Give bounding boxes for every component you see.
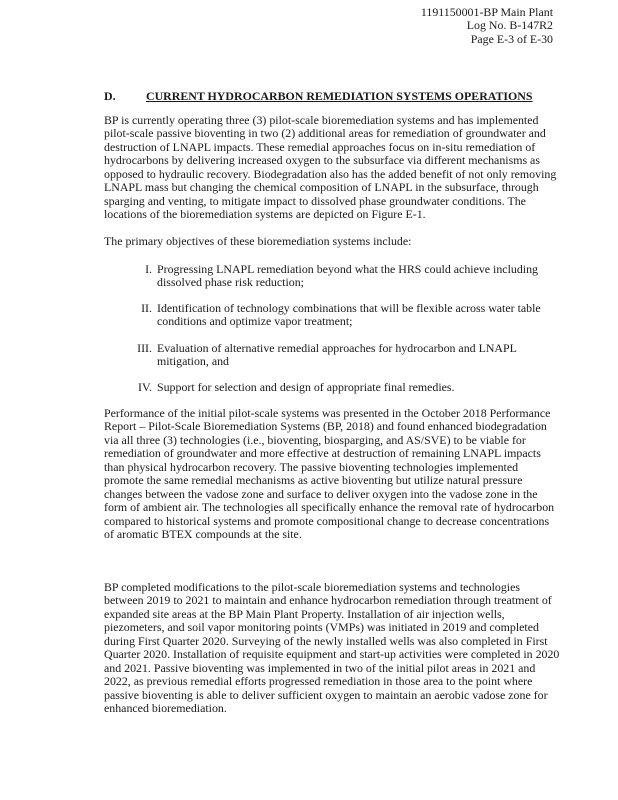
text-line: BP is currently operating three (3) pilot-scale bioremediation systems and has implemented <box>104 113 539 127</box>
text-line: sparging and venting, to mitigate impact to dissolved phase groundwater conditions. The <box>104 193 526 208</box>
text-line: and 2021. Passive bioventing was implemented in two of the initial pilot areas in 2021 and <box>104 660 536 675</box>
page-header <box>421 6 553 46</box>
page-number: Page E-3 of E-30 <box>470 31 553 46</box>
objective-number: I. <box>145 262 152 276</box>
objective-number: III. <box>137 341 152 355</box>
text-line: during First Quarter 2020. Surveying of the newly installed wells was also completed in First <box>104 633 548 648</box>
objective-text <box>157 302 541 329</box>
objective-number: II. <box>141 301 152 315</box>
text-line: locations of the bioremediation systems are depicted on Figure E-1. <box>104 207 426 222</box>
paragraph-intro <box>104 114 564 222</box>
text-line: between 2019 to 2021 to maintain and enhance hydrocarbon remediation through treatment of <box>104 593 552 608</box>
text-line: dissolved phase risk reduction; <box>157 275 304 290</box>
text-line: changes between the vadose zone and surface to deliver oxygen into the vadose zone in the <box>104 486 538 501</box>
text-line: Identification of technology combinations that will be flexible across water table <box>157 301 541 315</box>
project-number: 1191150001-BP Main Plant <box>420 5 553 19</box>
text-line: form of ambient air. The technologies all specifically enhance the removal rate of hydrocarbon <box>104 500 555 515</box>
text-line: Progressing LNAPL remediation beyond what the HRS could achieve including <box>157 262 538 276</box>
text-line: Quarter 2020. Installation of requisite equipment and start-up activities were completed in 2020 <box>104 647 560 662</box>
objective-number: IV. <box>138 380 152 394</box>
paragraph-modifications <box>104 581 564 716</box>
text-line: destruction of LNAPL impacts. These remedial approaches focus on in-situ remediation of <box>104 139 536 154</box>
text-line: hydrocarbons by delivering increased oxygen to the subsurface via different mechanisms as <box>104 153 540 168</box>
text-line: LNAPL mass but changing the chemical composition of LNAPL in the subsurface, through <box>104 180 539 195</box>
text-line: opposed to hydraulic recovery. Biodegradation also has the added benefit of not only removing <box>104 166 557 181</box>
paragraph-performance <box>104 407 564 542</box>
log-number: Log No. B-147R2 <box>466 18 553 33</box>
text-line: 2022, as previous remedial efforts progressed remediation in those area to the point where <box>104 674 533 689</box>
section-letter: D. <box>104 89 116 103</box>
text-line: passive bioventing is able to deliver sufficient oxygen to maintain an aerobic vadose zone for <box>104 687 548 702</box>
text-line: The primary objectives of these bioremediation systems include: <box>104 234 412 248</box>
text-line: promote the same remedial mechanisms as active bioventing but utilize natural pressure <box>104 473 523 488</box>
text-line: mitigation, and <box>157 354 229 369</box>
text-line: BP completed modifications to the pilot-scale bioremediation systems and technologies <box>104 580 520 594</box>
text-line: pilot-scale passive bioventing in two (2) additional areas for remediation of groundwater and <box>104 126 546 141</box>
text-line: expanded site areas at the BP Main Plant Property. Installation of air injection wells, <box>104 606 505 621</box>
text-line: than physical hydrocarbon recovery. The passive bioventing technologies implemented <box>104 459 519 474</box>
text-line: via all three (3) technologies (i.e., bioventing, biosparging, and AS/SVE) to be viable for <box>104 432 526 447</box>
paragraph-objectives-lead <box>104 235 564 248</box>
text-line: Performance of the initial pilot-scale systems was presented in the October 2018 Performance <box>104 406 551 420</box>
text-line: Report – Pilot-Scale Bioremediation Systems (BP, 2018) and found enhanced biodegradation <box>104 419 547 434</box>
section-title: CURRENT HYDROCARBON REMEDIATION SYSTEMS OPERATIONS <box>146 89 533 103</box>
text-line: Evaluation of alternative remedial approaches for hydrocarbon and LNAPL <box>157 341 517 355</box>
text-line: of aromatic BTEX compounds at the site. <box>104 527 302 542</box>
text-line: compared to historical systems and promote compositional change to decrease concentrations <box>104 513 550 528</box>
text-line: conditions and optimize vapor treatment; <box>157 314 353 329</box>
objective-text <box>157 381 455 394</box>
objective-text <box>157 263 538 290</box>
text-line: Support for selection and design of appropriate final remedies. <box>157 380 455 394</box>
objective-text <box>157 342 517 369</box>
text-line: remediation of groundwater and more effective at destruction of remaining LNAPL impacts <box>104 446 541 461</box>
text-line: enhanced bioremediation. <box>104 701 227 716</box>
text-line: piezometers, and soil vapor monitoring points (VMPs) was initiated in 2019 and completed <box>104 620 539 635</box>
